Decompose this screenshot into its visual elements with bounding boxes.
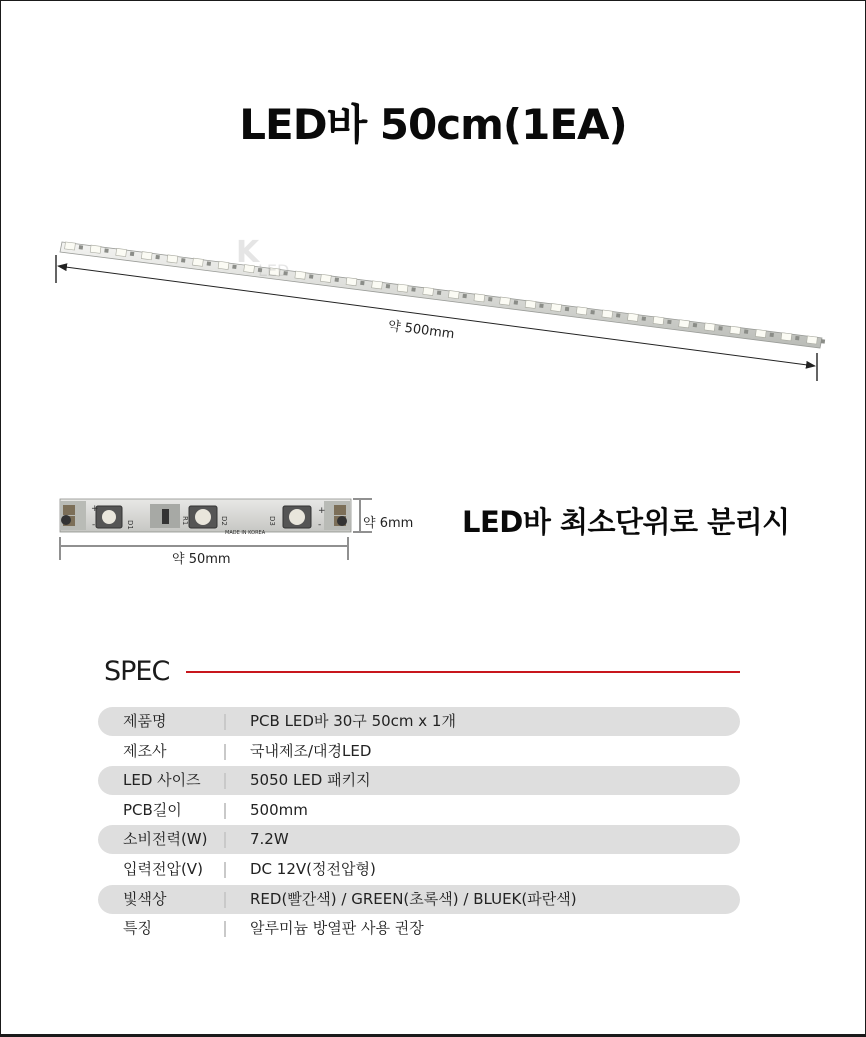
led-chip (295, 271, 306, 279)
led-chip (448, 291, 459, 299)
led-chip (320, 274, 331, 282)
led-chip (218, 261, 229, 269)
resistor-pad (335, 278, 339, 282)
led-chip (474, 294, 485, 302)
segment-length-label: 약 50mm (172, 552, 231, 567)
spec-divider (224, 803, 226, 819)
spec-divider (224, 921, 226, 937)
resistor-pad (539, 303, 543, 307)
resistor-pad (667, 320, 671, 324)
spec-value: RED(빨간색) / GREEN(초록색) / BLUEK(파란색) (250, 889, 577, 908)
led-chip (423, 287, 434, 295)
led-chip (346, 278, 357, 286)
led-chip (781, 333, 792, 341)
spec-heading: SPEC (104, 656, 170, 687)
led-chip (807, 336, 818, 344)
resistor-pad (488, 297, 492, 301)
dim-line-full (58, 266, 815, 366)
led-chip (167, 255, 178, 263)
resistor-pad (795, 336, 799, 340)
pcb-mark-plus-right: + (318, 506, 326, 516)
watermark-text: LED (258, 261, 290, 280)
resistor-pad (718, 326, 722, 330)
spec-row-feature (98, 914, 740, 943)
pcb-made-in: MADE IN KOREA (225, 530, 266, 536)
full-length-label: 약 500mm (387, 318, 456, 343)
resistor-pad (360, 281, 364, 285)
pcb-mark-d1: D1 (126, 520, 134, 530)
spec-divider (224, 892, 226, 908)
resistor-pad (437, 291, 441, 295)
spec-row-maker (98, 737, 740, 766)
spec-value: 5050 LED 패키지 (250, 771, 371, 790)
split-title: LED바 최소단위로 분리시 (462, 505, 790, 539)
pcb-mark-d2: D2 (220, 516, 228, 526)
spec-value: DC 12V(정전압형) (250, 859, 376, 878)
spec-label: PCB길이 (123, 800, 182, 819)
led-chip (679, 320, 690, 328)
pcb-mark-d3: D3 (268, 516, 276, 526)
led-chip (116, 248, 127, 256)
spec-row-product (98, 707, 740, 736)
resistor-pad (386, 284, 390, 288)
spec-table (98, 707, 740, 944)
spec-label: 제조사 (123, 741, 167, 760)
led-chip (551, 303, 562, 311)
spec-divider (224, 862, 226, 878)
spec-divider (224, 773, 226, 789)
spec-row-led-size (98, 766, 740, 795)
led-segment (60, 499, 351, 536)
resistor-pad (309, 274, 313, 278)
spec-divider (224, 832, 226, 848)
segment-width-label: 약 6mm (363, 516, 414, 531)
resistor-pad (104, 248, 108, 252)
spec-label: LED 사이즈 (123, 771, 201, 790)
pcb-mark-minus-left: - (92, 520, 96, 530)
svg-text:K: K (236, 235, 260, 270)
resistor-pad (590, 310, 594, 314)
pcb-mark-r1: R1 (181, 516, 189, 526)
resistor-pad (411, 287, 415, 291)
resistor-pad (642, 316, 646, 320)
pcb-mark-plus-left: + (91, 504, 99, 514)
resistor-pad (514, 300, 518, 304)
resistor-pad (565, 307, 569, 311)
pcb-mark-minus-right: - (318, 520, 322, 530)
led-chip (755, 329, 766, 337)
led-chip (730, 326, 741, 334)
spec-label: 소비전력(W) (123, 830, 208, 849)
spec-divider (224, 744, 226, 760)
resistor-pad (821, 339, 825, 343)
led-chip (372, 281, 383, 289)
resistor-pad (744, 329, 748, 333)
spec-label: 제품명 (123, 712, 167, 730)
led-chip (90, 245, 101, 253)
led-chip (65, 242, 76, 250)
led-chip (653, 316, 664, 324)
spec-value: 7.2W (250, 830, 289, 849)
resistor-pad (462, 294, 466, 298)
spec-row-power (98, 825, 740, 854)
led-chip (602, 310, 613, 318)
page-title: LED바 50cm(1EA) (239, 100, 627, 149)
spec-row-pcb-length (98, 796, 740, 825)
bottom-border (0, 1034, 866, 1036)
spec-value: PCB LED바 30구 50cm x 1개 (250, 712, 456, 730)
spec-row-color (98, 885, 740, 914)
spec-rule (186, 671, 740, 673)
led-chip (627, 313, 638, 321)
resistor-pad (693, 323, 697, 327)
resistor-pad (155, 255, 159, 259)
resistor-pad (207, 261, 211, 265)
spec-label: 빛색상 (123, 889, 167, 908)
resistor-pad (79, 245, 83, 249)
led-chip (576, 307, 587, 315)
resistor-pad (181, 258, 185, 262)
resistor-pad (130, 252, 134, 256)
spec-label: 입력전압(V) (123, 859, 203, 878)
spec-value: 국내제조/대경LED (250, 741, 372, 760)
led-chip (525, 300, 536, 308)
spec-value: 500mm (250, 800, 308, 819)
resistor-pad (770, 333, 774, 337)
resistor-pad (616, 313, 620, 317)
led-chip (193, 258, 204, 266)
led-chip (141, 252, 152, 260)
led-chip (500, 297, 511, 305)
spec-label: 특징 (123, 919, 152, 938)
spec-row-voltage (98, 855, 740, 884)
spec-divider (224, 714, 226, 730)
spec-value: 알루미늄 방열판 사용 권장 (250, 919, 424, 938)
led-chip (704, 323, 715, 331)
led-chip (397, 284, 408, 292)
